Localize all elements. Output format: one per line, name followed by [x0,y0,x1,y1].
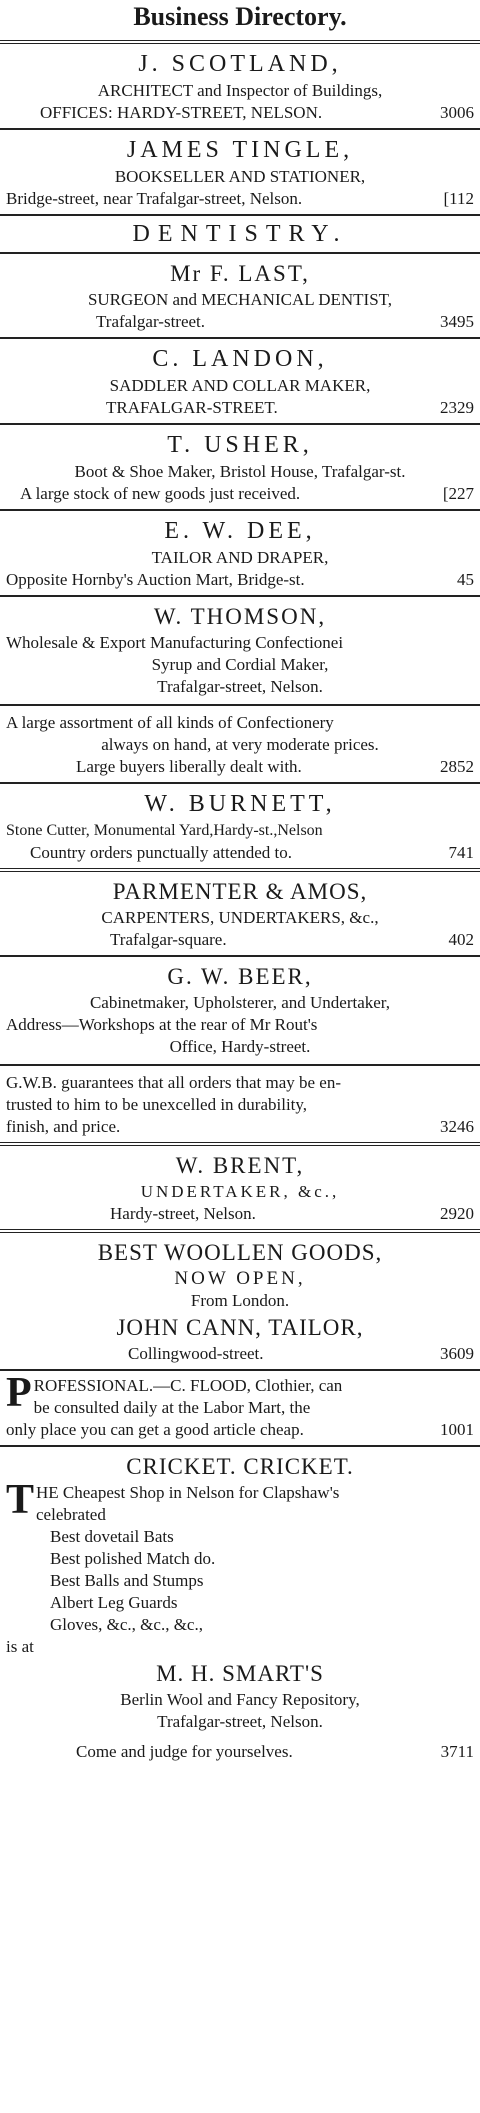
ad-number: 3609 [440,1344,474,1363]
ad-line: Trafalgar-square. [110,930,227,949]
ad-line: OFFICES: HARDY-STREET, NELSON. [40,103,323,122]
ad-line: Hardy-street, Nelson. [110,1204,256,1223]
ad-dee [0,513,480,593]
ad-line-row [6,1419,474,1441]
advertiser-name: C. LANDON, [152,346,328,372]
ad-number: 3246 [440,1117,474,1136]
ad-tingle [0,132,480,212]
ad-line: Collingwood-street. [128,1344,264,1363]
ad-cann [0,1235,480,1367]
ad-line: G.W.B. guarantees that all orders that may be en- [6,1073,342,1092]
ad-landon [0,341,480,421]
list-item: Best dovetail Bats [50,1527,174,1546]
ad-headline: CRICKET. CRICKET. [126,1454,354,1479]
ad-line: ROFESSIONAL.—C. FLOOD, Clothier, can [33,1376,343,1395]
ad-number: 2329 [440,398,474,417]
ad-line: Come and judge for yourselves. [76,1742,293,1761]
ad-line: only place you can get a good article cheap. [6,1420,304,1439]
divider [0,423,480,425]
ad-line: TRAFALGAR-STREET. [106,398,278,417]
advertiser-name: G. W. BEER, [167,964,313,989]
ad-number: 402 [448,930,474,949]
ad-number: 45 [457,570,474,589]
divider [0,509,480,511]
advertiser-name: W. BRENT, [175,1153,305,1178]
advertiser-name: T. USHER, [167,432,313,458]
ad-line-row [6,397,474,419]
advertiser-name: JAMES TINGLE, [126,137,354,163]
ad-line: celebrated [36,1505,106,1524]
ad-line: Boot & Shoe Maker, Bristol House, Trafalgar-st. [74,462,406,481]
ad-line: Bridge-street, near Trafalgar-street, Nelson. [6,189,303,208]
ad-beer [0,959,480,1140]
ad-line-row [6,483,474,505]
ad-headline: BEST WOOLLEN GOODS, [97,1240,383,1265]
ad-line: CARPENTERS, UNDERTAKERS, &c., [101,908,379,927]
ad-line: NOW OPEN, [174,1268,306,1289]
flood-body [6,1370,474,1419]
divider [0,704,480,706]
ad-line: Office, Hardy-street. [169,1037,311,1056]
ad-number: 2852 [440,757,474,776]
ad-line: A large assortment of all kinds of Confectionery [6,713,334,732]
section-heading-dentistry: DENTISTRY. [132,221,348,247]
ad-number: 1001 [440,1420,474,1439]
ad-line-row [6,1116,474,1138]
divider [0,40,480,44]
ad-line: Cabinetmaker, Upholsterer, and Undertaker, [89,993,391,1012]
divider [0,1229,480,1233]
ad-line-row [6,842,474,864]
ad-line-row [6,311,474,333]
ad-parmenter [0,874,480,953]
divider [0,337,480,339]
ad-line-row [6,569,474,591]
ad-line: Country orders punctually attended to. [30,843,293,862]
divider [0,595,480,597]
divider [0,1369,480,1371]
ad-number: [227 [442,484,474,503]
advertiser-name: W. THOMSON, [153,604,327,629]
ad-line: Trafalgar-street. [96,312,206,331]
divider [0,868,480,872]
ad-line-row [6,756,474,778]
ad-line: Berlin Wool and Fancy Repository, [120,1690,360,1709]
ad-thomson [0,599,480,780]
ad-number: [112 [443,189,474,208]
ad-line: finish, and price. [6,1117,121,1136]
list-item: Albert Leg Guards [50,1593,178,1612]
ad-line: Address—Workshops at the rear of Mr Rout's [6,1015,318,1034]
ad-line: UNDERTAKER, &c., [140,1182,340,1201]
ad-number: 3495 [440,312,474,331]
page-title: Business Directory. [133,2,347,31]
ad-flood [0,1370,480,1443]
ad-line: ARCHITECT and Inspector of Buildings, [97,81,383,100]
ad-number: 3006 [440,103,474,122]
ad-line: is at [6,1637,34,1656]
divider [0,252,480,254]
ad-line: BOOKSELLER AND STATIONER, [114,167,366,186]
advertiser-name: J. SCOTLAND, [138,51,342,77]
divider [0,782,480,784]
ad-line: A large stock of new goods just received. [20,484,301,503]
divider [0,1445,480,1447]
ad-line: Syrup and Cordial Maker, [151,655,329,674]
ad-line: Large buyers liberally dealt with. [76,757,302,776]
ad-line: SURGEON and MECHANICAL DENTIST, [87,290,393,309]
ad-line: Opposite Hornby's Auction Mart, Bridge-st. [6,570,305,589]
advertiser-name: M. H. SMART'S [156,1661,324,1686]
ad-scotland [0,46,480,126]
ad-line-row [6,1343,474,1365]
divider [0,1142,480,1146]
ad-line: TAILOR AND DRAPER, [151,548,329,567]
advertiser-name: E. W. DEE, [164,518,316,544]
list-item: Best Balls and Stumps [50,1571,204,1590]
ad-number: 3711 [440,1742,474,1761]
ad-number: 741 [448,843,474,862]
divider [0,955,480,957]
divider [0,214,480,216]
advertiser-name: JOHN CANN, TAILOR, [116,1315,364,1340]
ad-line: always on hand, at very moderate prices. [101,735,379,754]
ad-burnett [0,786,480,866]
smart-intro [6,1477,474,1526]
ad-line: trusted to him to be unexcelled in durability, [6,1095,308,1114]
divider [0,1064,480,1066]
ad-line: SADDLER AND COLLAR MAKER, [109,376,371,395]
ad-line-row [6,188,474,210]
ad-line-row [6,929,474,951]
advertiser-name: W. BURNETT, [144,791,336,817]
advertiser-name: PARMENTER & AMOS, [112,879,368,904]
ad-line: From London. [190,1291,290,1310]
ad-line: Trafalgar-street, Nelson. [157,1712,323,1731]
list-item: Gloves, &c., &c., &c., [50,1615,203,1634]
divider [0,128,480,130]
ad-line-row [6,1741,474,1763]
ad-number: 2920 [440,1204,474,1223]
product-list [6,1526,474,1636]
ad-smart [0,1449,480,1765]
ad-line: be consulted daily at the Labor Mart, the [33,1398,311,1417]
ad-line: HE Cheapest Shop in Nelson for Clapshaw's [36,1483,340,1502]
ad-last [0,256,480,335]
ad-line-row [6,102,474,124]
ad-line-row [6,1203,474,1225]
drop-cap: T [6,1477,35,1523]
ad-line: Wholesale & Export Manufacturing Confectionei [6,633,344,652]
drop-cap: P [6,1370,32,1416]
list-item: Best polished Match do. [50,1549,216,1568]
ad-brent [0,1148,480,1227]
ad-line: Stone Cutter, Monumental Yard,Hardy-st.,Nelson [6,822,323,839]
ad-usher [0,427,480,507]
advertiser-name: Mr F. LAST, [170,261,310,286]
ad-line: Trafalgar-street, Nelson. [157,677,323,696]
